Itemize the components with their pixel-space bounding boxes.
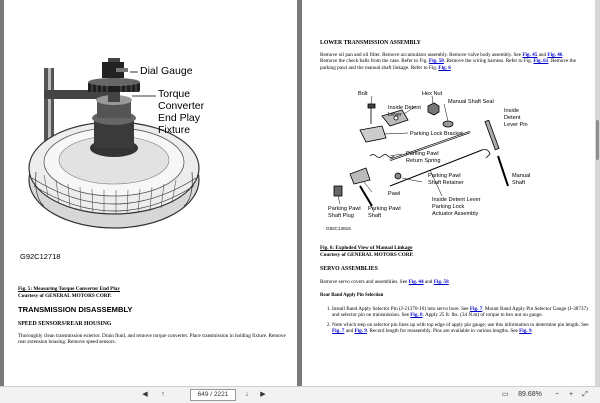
label-inside-detent-lever-2: Lever — [388, 112, 402, 118]
torque-converter-figure — [4, 0, 297, 270]
label-bolt: Bolt — [358, 91, 368, 97]
label-parking-lock-bracket: Parking Lock Bracket — [410, 131, 463, 137]
link-fig-7-b[interactable]: Fig. 7 — [332, 328, 345, 335]
heading-servo-assemblies: SERVO ASSEMBLIES — [320, 266, 378, 272]
page-number-field[interactable]: 649 / 2221 — [190, 389, 236, 401]
page-total: 2221 — [213, 391, 229, 398]
servo-text: Remove servo covers and assemblies. See Fig. 44 and Fig. 58 — [320, 279, 449, 285]
label-shaft-retainer-1: Parking Pawl — [428, 173, 461, 179]
label-return-spring-1: Parking Pawl — [406, 151, 439, 157]
lower-transmission-text: Remove oil pan and oil filter. Remove accumulator assembly. Remove valve body assembly. See Fig. 45 and Fig. 46. Remove the check balls from the case. Refer to Fig. Fig. 58. Remove the wiring harness. Refer to Fig. Fig. 61. Remove the parking pawl and the manual shaft linkage. Refer to Fig. Fig. 6 — [320, 52, 576, 71]
figure-code: G92C12718 — [20, 252, 61, 261]
label-manual-shaft-seal: Manual Shaft Seal — [448, 99, 494, 105]
heading-speed-sensors: SPEED SENSORS/REAR HOUSING — [18, 321, 112, 327]
label-detent-pin-1: Inside — [504, 108, 519, 114]
viewer-toolbar — [0, 386, 600, 403]
fixture-callout-3: End Play — [158, 112, 201, 124]
label-shaft-retainer-2: Shaft Retainer — [428, 180, 464, 186]
next-page-icon[interactable]: ↓ — [245, 391, 249, 398]
label-pawl: Pawl — [388, 191, 401, 197]
figure-caption-title: Fig. 5: Measuring Torque Converter End Play — [18, 286, 120, 292]
prev-page-icon[interactable]: ◀ — [142, 391, 148, 398]
link-fig-58[interactable]: Fig. 58 — [428, 58, 444, 65]
zoom-out-icon[interactable]: − — [554, 391, 560, 398]
link-fig-58-servo[interactable]: Fig. 58 — [433, 279, 449, 285]
vertical-scrollbar[interactable] — [595, 0, 600, 386]
page-layout-icon[interactable]: ▭ — [501, 391, 509, 398]
page-current: 649 — [197, 391, 209, 398]
zoom-level[interactable]: 89.68% — [518, 391, 542, 398]
label-return-spring-2: Return Spring — [406, 158, 441, 164]
label-detent-pin-2: Detent — [504, 115, 521, 121]
label-pawl-shaft-1: Parking Pawl — [368, 206, 401, 212]
label-actuator-1: Inside Detent Lever — [432, 197, 481, 203]
label-actuator-2: Parking Lock — [432, 204, 465, 210]
link-fig-9-b[interactable]: Fig. 9 — [519, 328, 532, 335]
last-page-icon[interactable]: ▶ — [260, 391, 266, 398]
link-fig-9[interactable]: Fig. 9 — [354, 328, 367, 335]
figure-caption-credit: Courtesy of GENERAL MOTORS CORP. — [18, 293, 112, 299]
link-fig-61[interactable]: Fig. 61 — [533, 58, 549, 65]
fixture-callout-4: Fixture — [158, 124, 191, 136]
fixture-callout-1: Torque — [158, 88, 191, 100]
label-manual-shaft-2: Shaft — [512, 180, 526, 186]
fig6-caption-credit: Courtesy of GENERAL MOTORS CORP. — [320, 252, 414, 258]
page-right — [302, 0, 595, 386]
label-actuator-3: Actuator Assembly — [432, 211, 479, 217]
label-shaft-plug-1: Parking Pawl — [328, 206, 361, 212]
label-hex-nut: Hex Nut — [422, 91, 443, 97]
zoom-in-icon[interactable]: + — [568, 391, 574, 398]
step-2: 2. Note which step on selector pin lines up with top edge of apply pin gauge; use this information to determine pin length. See Fig. 7 and Fig. 9. Record length for reassembly. Pins are available in various lengths. See Fig. 9. — [332, 322, 590, 335]
heading-transmission-disassembly: TRANSMISSION DISASSEMBLY — [18, 305, 133, 314]
link-fig-6[interactable]: Fig. 6 — [438, 64, 451, 71]
label-inside-detent-lever-1: Inside Detent — [388, 105, 421, 111]
label-detent-pin-3: Lever Pin — [504, 122, 528, 128]
fig6-caption-title: Fig. 6: Exploded View of Manual Linkage — [320, 245, 413, 251]
first-page-icon[interactable]: ↑ — [161, 391, 165, 398]
link-fig-7[interactable]: Fig. 7 — [469, 306, 483, 312]
link-fig-8[interactable]: Fig. 8 — [410, 312, 423, 319]
fixture-callout-2: Converter — [158, 100, 205, 112]
link-fig-45[interactable]: Fig. 45 — [522, 52, 538, 58]
link-fig-46[interactable]: Fig. 46 — [547, 52, 563, 58]
speed-sensors-text: Thoroughly clean transmission exterior. Drain fluid, and remove torque converter. Place transmission in holding fixture. Remove rear extension housing. Remove speed sensors. — [18, 333, 286, 346]
fit-page-icon[interactable]: ⤢ — [582, 391, 588, 398]
label-shaft-plug-2: Shaft Plug — [328, 213, 354, 219]
page-left — [4, 0, 297, 386]
rear-band-steps — [320, 306, 590, 338]
diagram-code: G92C13815 — [326, 226, 351, 231]
scrollbar-thumb[interactable] — [596, 120, 599, 160]
heading-lower-transmission: LOWER TRANSMISSION ASSEMBLY — [320, 40, 421, 46]
link-fig-44[interactable]: Fig. 44 — [408, 279, 424, 285]
heading-rear-band: Rear Band Apply Pin Selection — [320, 293, 384, 298]
dial-gauge-callout: Dial Gauge — [140, 65, 193, 77]
label-manual-shaft-1: Manual — [512, 173, 531, 179]
step-1: 1. Install Band Apply Selector Pin (J-21370-10) into servo bore. See Fig. 7. Mount Band Apply Pin Selector Gauge (J-38737) and selector pin on transmission. See Fig. 8. Apply 25 ft. lbs. (34 N.m) of torque to hex nut on gauge. — [332, 306, 590, 319]
label-pawl-shaft-2: Shaft — [368, 213, 382, 219]
